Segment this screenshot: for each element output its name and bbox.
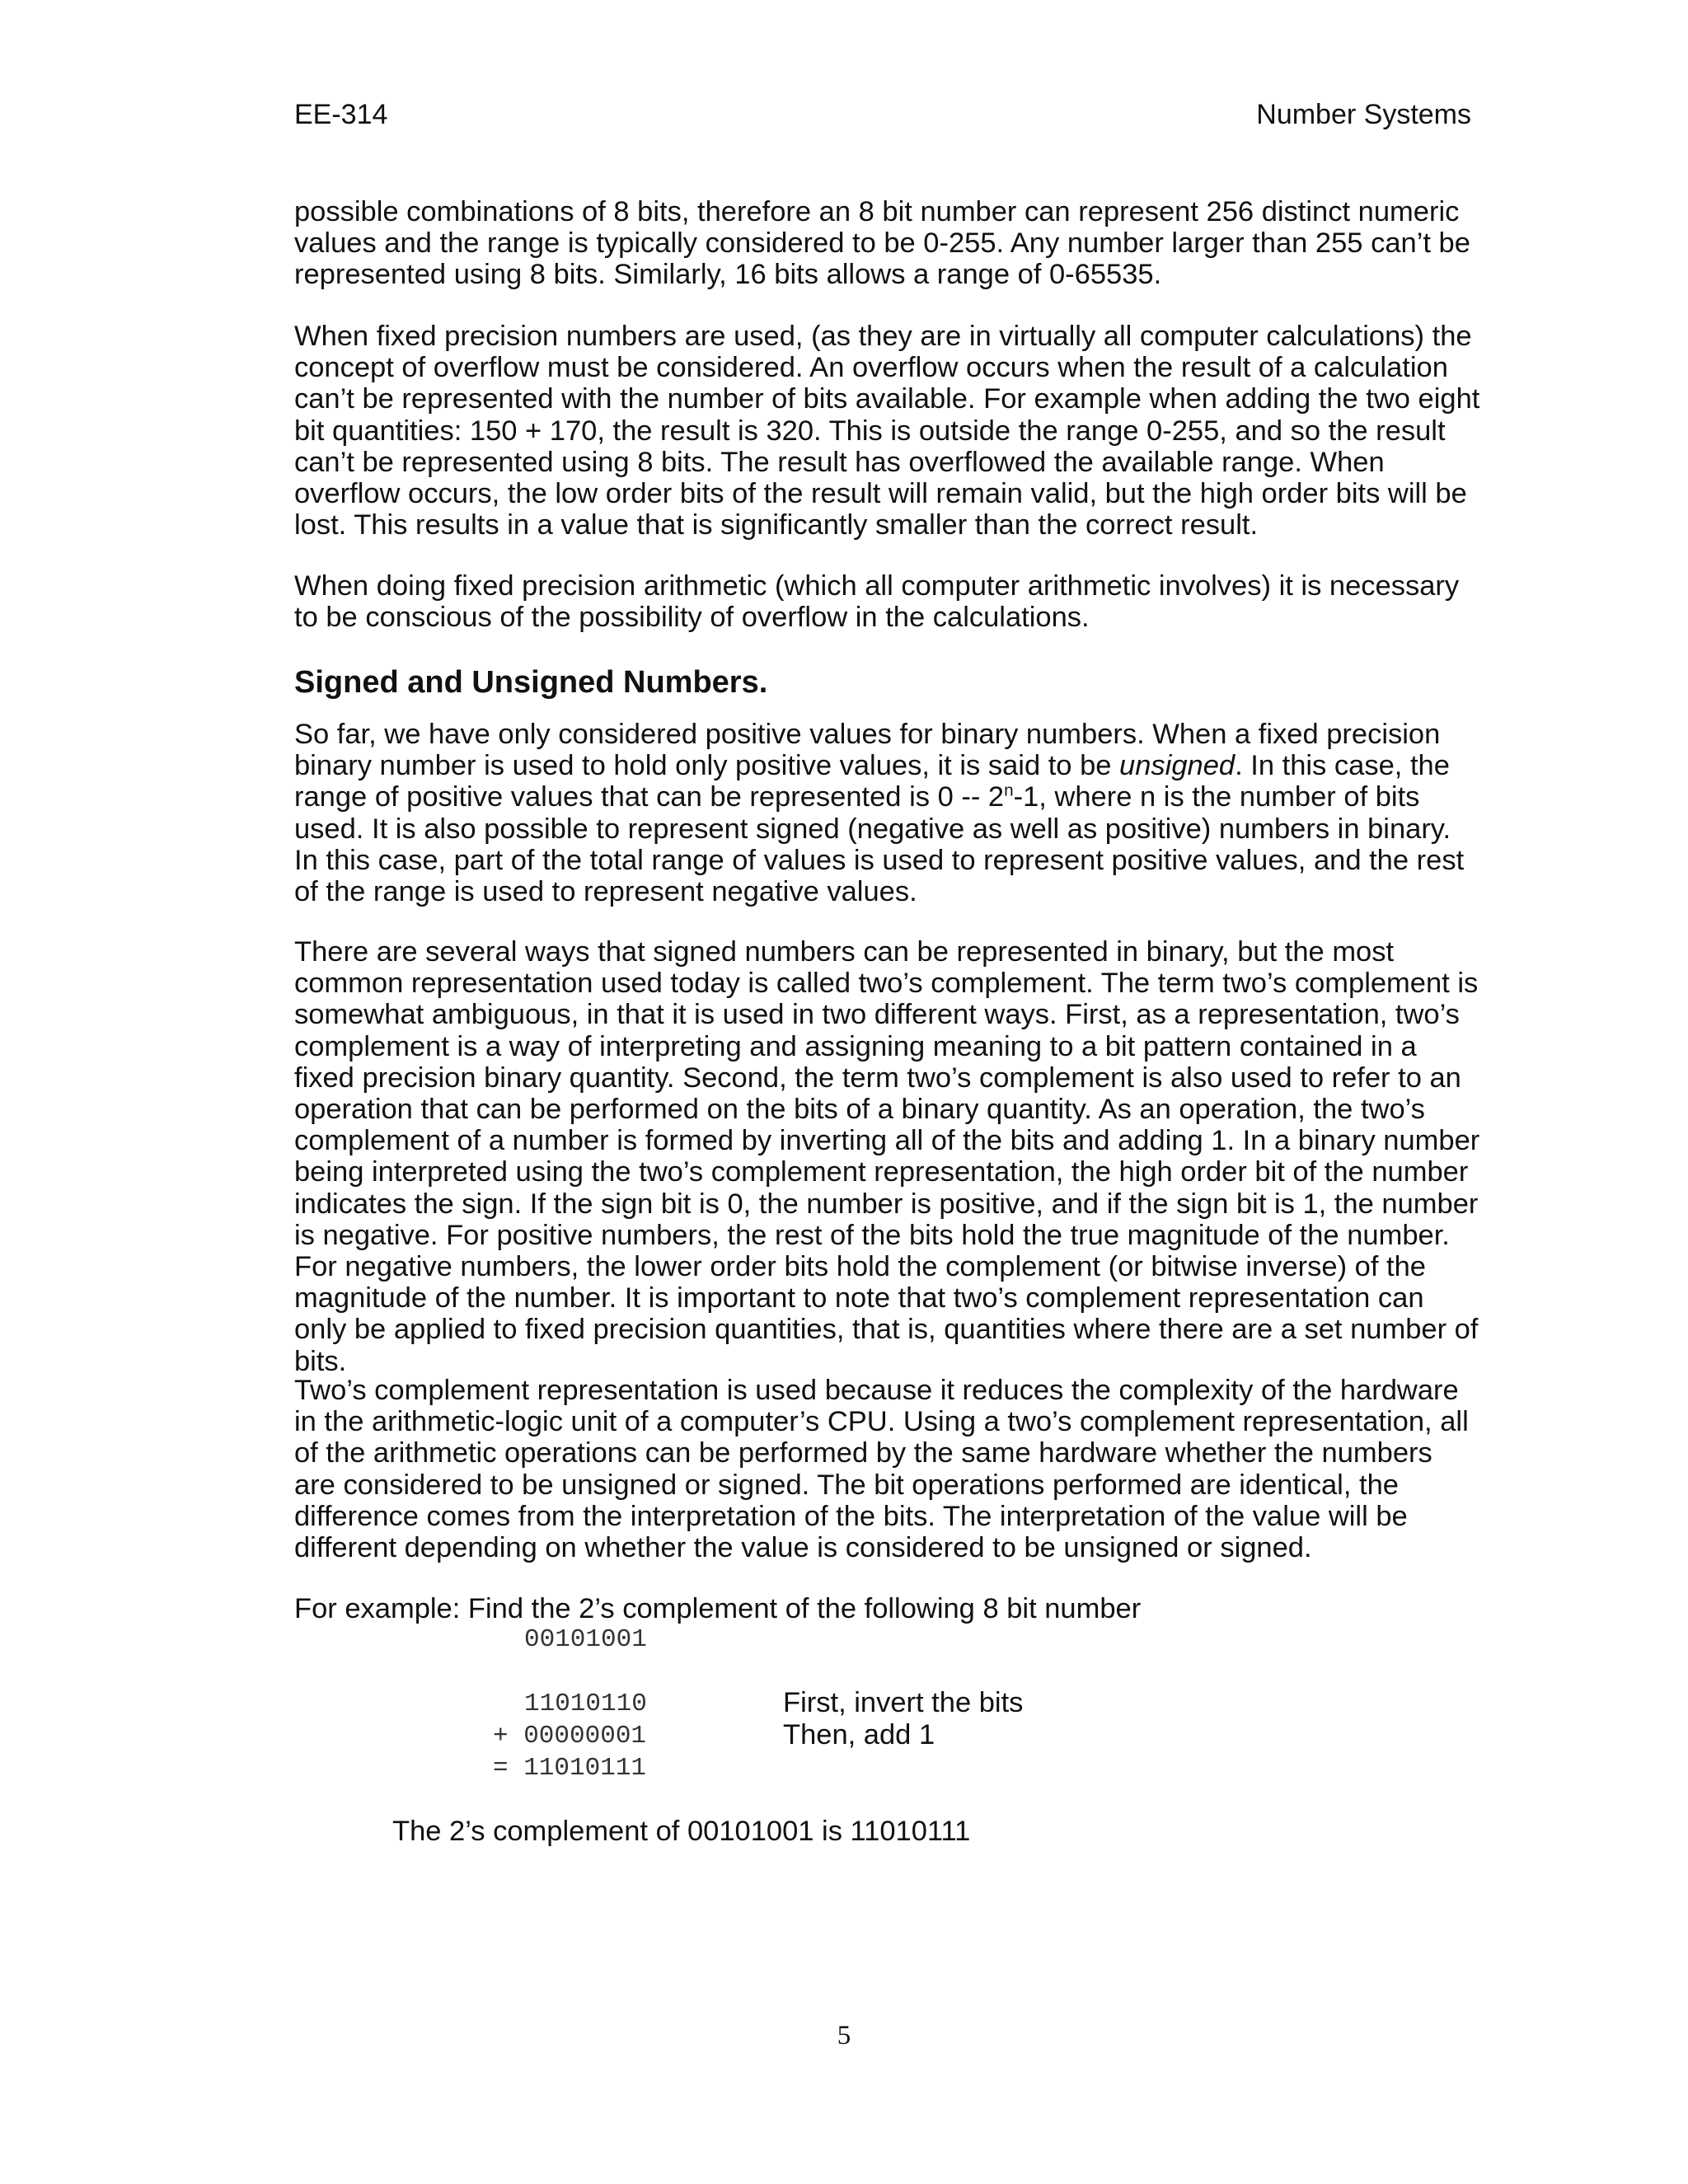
paragraph-hardware: Two’s complement representation is used because it reduces the complexity of the hardware in the arithmetic-logic unit of a computer’s CPU. Using a two’s complement representation, all of the arithmetic operations can be performed by the same hardware whether the numbers are considered to be unsigned or signed. The bit operations performed are identical, the difference comes from the interpretation of the bits. The interpretation of the value will be different depending on whether the value is considered to be unsigned or signed. [294,1375,1469,1564]
example-inverted-bits: 11010110 [524,1690,647,1718]
note-invert: First, invert the bits [783,1687,1024,1718]
header-topic: Number Systems [1256,99,1471,130]
section-heading: Signed and Unsigned Numbers. [294,665,768,700]
paragraph-range: possible combinations of 8 bits, therefore an 8 bit number can represent 256 distinct numeric values and the range is typically considered to be 0-255. Any number larger than 255 can’t be represented using 8 bits. Similarly, 16 bits allows a range of 0-65535. [294,196,1470,291]
paragraph-overflow-caution: When doing fixed precision arithmetic (which all computer arithmetic involves) it is necessary to be conscious of the possibility of overflow in the calculations. [294,570,1460,634]
paragraph-unsigned [294,719,1481,907]
page-number: 5 [837,2021,851,2050]
paragraph-twos-complement: There are several ways that signed numbers can be represented in binary, but the most common representation used today is called two’s complement. The term two’s complement is somewhat ambiguous, in that it is used in two different ways. First, as a representation, two’s complement is a way of interpreting and assigning meaning to a bit pattern contained in a fixed precision binary quantity. Second, the term two’s complement is also used to refer to an operation that can be performed on the bits of a binary quantity. As an operation, the two’s complement of a number is formed by inverting all of the bits and adding 1. In a binary number being interpreted using the two’s complement representation, the high order bit of the number indicates the sign. If the sign bit is 0, the number is positive, and if the sign bit is 1, the number is negative. For positive numbers, the rest of the bits hold the true magnitude of the number. For negative numbers, the lower order bits hold the complement (or bitwise inverse) of the magnitude of the number. It is important to note that two’s complement representation can only be applied to fixed precision quantities, that is, quantities where there are a set number of bits. [294,936,1480,1377]
unsigned-term: unsigned [1119,750,1236,782]
note-add: Then, add 1 [783,1719,935,1750]
unsigned-text-2: . In this case, the range of positive values that can be represented is 0 -- 2 [294,750,1450,813]
exponent-n: n [1004,780,1014,800]
example-intro: For example: Find the 2’s complement of the following 8 bit number [294,1593,1142,1624]
example-original-bits: 00101001 [524,1625,647,1654]
unsigned-text-1: So far, we have only considered positive values for binary numbers. When a fixed precision binary number is used to hold only positive values, it is said to be [294,719,1441,782]
example-conclusion: The 2’s complement of 00101001 is 11010111 [392,1816,971,1847]
example-result-line: = 11010111 [493,1754,647,1783]
paragraph-overflow: When fixed precision numbers are used, (as they are in virtually all computer calculations) the concept of overflow must be considered. An overflow occurs when the result of a calculation can’t be represented with the number of bits available. For example when adding the two eight bit quantities: 150 + 170, the result is 320. This is outside the range 0-255, and so the result can’t be represented using 8 bits. The result has overflowed the available range. When overflow occurs, the low order bits of the result will remain valid, but the high order bits will be lost. This results in a value that is significantly smaller than the correct result. [294,321,1480,541]
header-course: EE-314 [294,99,388,130]
example-add-line: + 00000001 [493,1722,647,1750]
unsigned-text-3: -1, where n is the number of bits used. It is also possible to represent signed (negative as well as positive) numbers in binary. In this case, part of the total range of values is used to represent positive values, and the rest of the range is used to represent negative values. [294,781,1465,908]
